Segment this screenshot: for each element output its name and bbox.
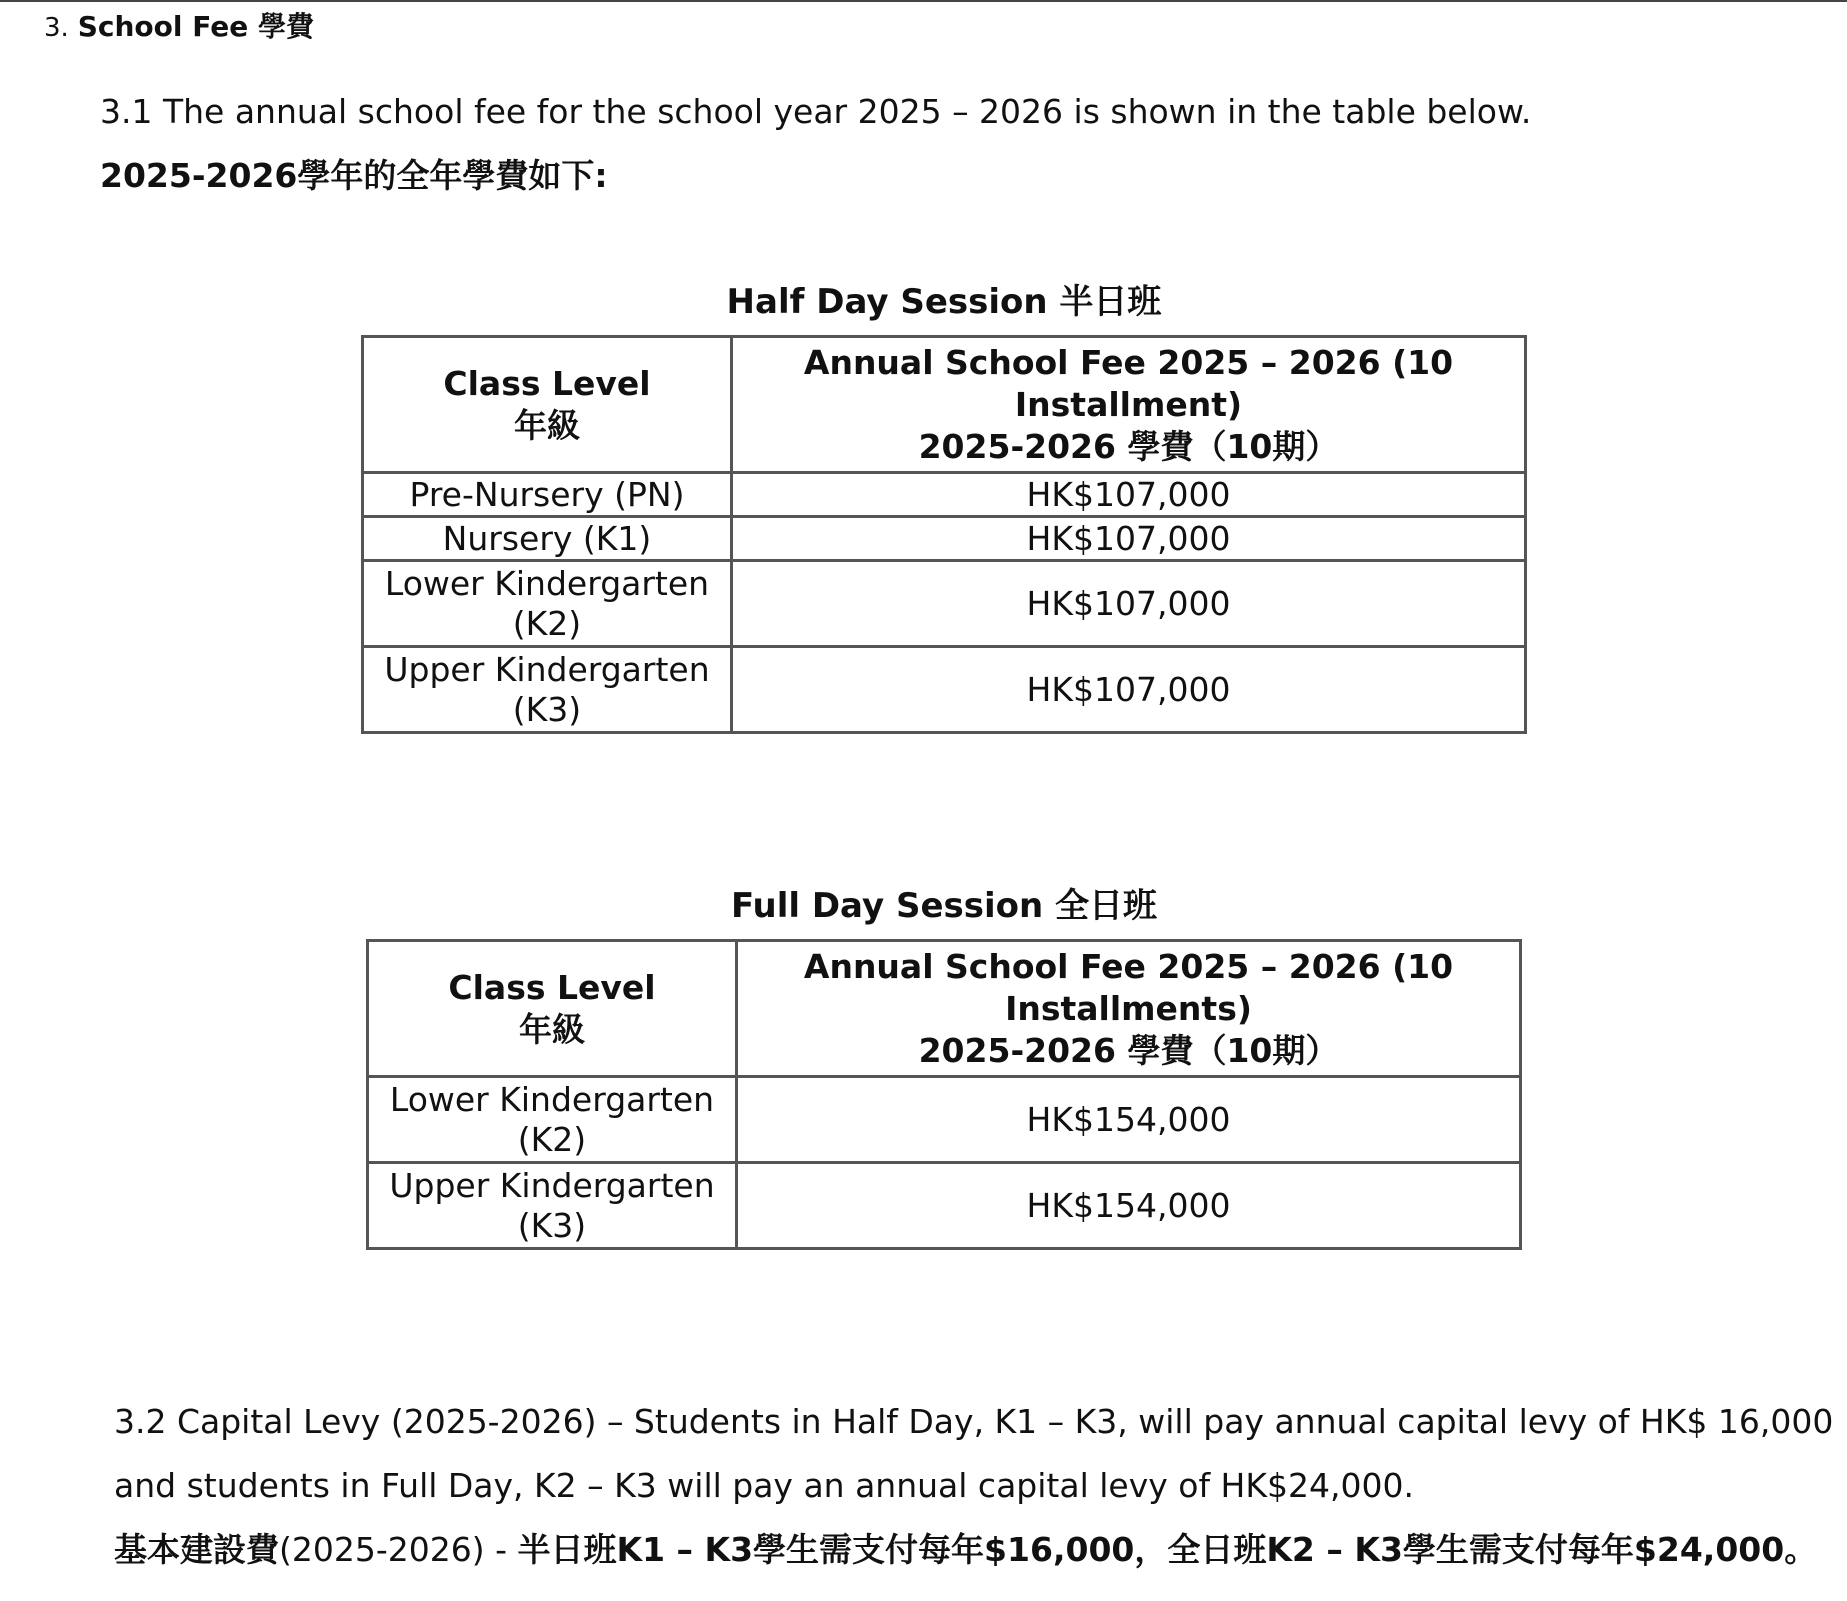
capital-levy-section: [114, 1390, 1834, 1582]
capital-levy-zh-year: (2025-2026) -: [279, 1530, 518, 1569]
header-class-level-zh: 年級: [519, 1009, 585, 1049]
table-row: [363, 473, 1526, 517]
section-heading: [44, 6, 314, 49]
header-class-level-en: Class Level: [448, 967, 656, 1007]
header-annual-fee-zh: 2025-2026 學費（10期）: [918, 426, 1339, 466]
fee-cell: HK$107,000: [732, 473, 1526, 517]
capital-levy-zh-prefix: 基本建設費: [114, 1530, 279, 1569]
table-row: [368, 1163, 1521, 1249]
class-level-line-1: Upper Kindergarten: [389, 1165, 715, 1205]
section-title: School Fee 學費: [77, 10, 314, 43]
class-level-cell: Pre-Nursery (PN): [363, 473, 732, 517]
class-level-line-2: (K2): [512, 603, 582, 643]
header-annual-fee-en-2: Installment): [1014, 384, 1243, 424]
header-class-level: [368, 941, 737, 1077]
class-level-cell: [363, 647, 732, 733]
class-level-cell: [363, 561, 732, 647]
header-annual-fee-en-1: Annual School Fee 2025 – 2026 (10: [803, 342, 1454, 382]
table-row: [363, 561, 1526, 647]
class-level-cell: Nursery (K1): [363, 517, 732, 561]
class-level-line-2: (K3): [512, 689, 582, 729]
header-annual-fee-en-1: Annual School Fee 2025 – 2026 (10: [803, 946, 1454, 986]
intro-text-en: 3.1 The annual school fee for the school year 2025 – 2026 is shown in the table below.: [100, 92, 1532, 131]
section-number: 3.: [44, 13, 69, 43]
full-day-caption: Full Day Session 全日班: [730, 886, 1158, 926]
capital-levy-zh-rest: 半日班K1 – K3學生需支付每年$16,000，全日班K2 – K3學生需支付每年$24,000。: [517, 1530, 1818, 1569]
header-annual-fee-zh: 2025-2026 學費（10期）: [918, 1030, 1339, 1070]
fee-cell: HK$154,000: [737, 1163, 1521, 1249]
intro-text-zh: 2025-2026學年的全年學費如下:: [100, 156, 608, 195]
table-header-row: [368, 941, 1521, 1077]
capital-levy-text-en: 3.2 Capital Levy (2025-2026) – Students in Half Day, K1 – K3, will pay annual capital levy of HK$ 16,000 and students in Full Day, K2 – K3 will pay an annual capital levy of HK$24,000.: [114, 1402, 1834, 1505]
fee-cell: HK$107,000: [732, 561, 1526, 647]
fee-cell: HK$107,000: [732, 647, 1526, 733]
table-header-row: [363, 337, 1526, 473]
class-level-cell: [368, 1163, 737, 1249]
header-class-level: [363, 337, 732, 473]
class-level-line-1: Lower Kindergarten: [389, 1079, 715, 1119]
table-row: [368, 1077, 1521, 1163]
capital-levy-text-zh: [114, 1518, 1834, 1582]
header-class-level-zh: 年級: [514, 405, 580, 445]
full-day-fee-table: [366, 939, 1522, 1250]
class-level-line-2: (K2): [517, 1119, 587, 1159]
class-level-line-1: Upper Kindergarten: [384, 649, 710, 689]
header-annual-fee: [737, 941, 1521, 1077]
class-level-cell: [368, 1077, 737, 1163]
fee-cell: HK$107,000: [732, 517, 1526, 561]
half-day-caption: Half Day Session 半日班: [726, 282, 1162, 322]
header-annual-fee-en-2: Installments): [1005, 988, 1252, 1028]
header-class-level-en: Class Level: [443, 363, 651, 403]
header-annual-fee: [732, 337, 1526, 473]
table-row: [363, 517, 1526, 561]
top-divider: [0, 0, 1847, 2]
fee-cell: HK$154,000: [737, 1077, 1521, 1163]
class-level-line-2: (K3): [517, 1205, 587, 1245]
half-day-fee-table: [361, 335, 1527, 734]
class-level-line-1: Lower Kindergarten: [384, 563, 710, 603]
table-row: [363, 647, 1526, 733]
